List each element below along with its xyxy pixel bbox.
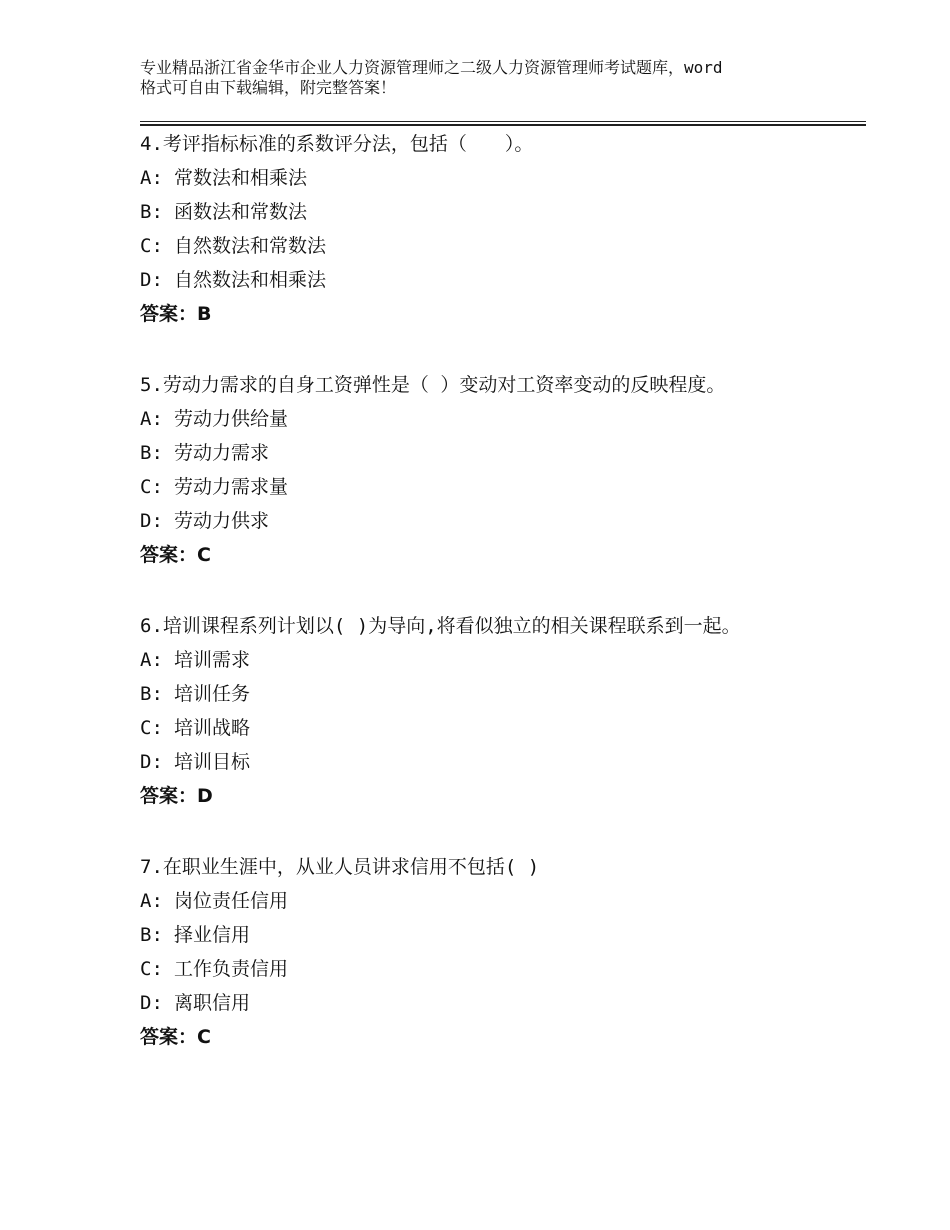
option-b (140, 195, 780, 229)
option-text: 劳动力需求量 (174, 476, 289, 498)
option-text: 培训任务 (174, 683, 251, 705)
option-text: 自然数法和相乘法 (174, 269, 327, 291)
answer-label: 答案：C (140, 544, 211, 566)
option-text: 离职信用 (174, 992, 251, 1014)
question-7 (140, 850, 780, 1054)
option-c (140, 470, 780, 504)
option-c (140, 229, 780, 263)
answer-label: 答案：D (140, 785, 213, 807)
option-text: 工作负责信用 (174, 958, 289, 980)
option-c (140, 711, 780, 745)
option-b (140, 677, 780, 711)
document-header (140, 58, 840, 98)
option-letter: A: (140, 408, 163, 430)
question-6 (140, 609, 780, 813)
option-d (140, 263, 780, 297)
question-list (140, 126, 780, 1054)
option-letter: B: (140, 924, 163, 946)
question-gap (140, 331, 780, 367)
option-letter: C: (140, 717, 163, 739)
option-text: 培训目标 (174, 751, 251, 773)
answer-label: 答案：B (140, 303, 212, 325)
option-letter: B: (140, 201, 163, 223)
option-letter: C: (140, 958, 163, 980)
header-line-2: 格式可自由下载编辑，附完整答案！ (140, 78, 397, 97)
question-stem: 5.劳动力需求的自身工资弹性是（ ）变动对工资率变动的反映程度。 (140, 374, 726, 396)
option-text: 劳动力需求 (174, 442, 270, 464)
option-c (140, 952, 780, 986)
option-a (140, 884, 780, 918)
option-text: 劳动力供给量 (174, 408, 289, 430)
option-b (140, 436, 780, 470)
option-letter: D: (140, 992, 163, 1014)
option-letter: B: (140, 442, 163, 464)
option-text: 劳动力供求 (174, 510, 270, 532)
option-a (140, 643, 780, 677)
option-letter: D: (140, 510, 163, 532)
option-letter: D: (140, 269, 163, 291)
option-text: 培训战略 (174, 717, 251, 739)
option-text: 岗位责任信用 (174, 890, 289, 912)
option-letter: C: (140, 476, 163, 498)
option-b (140, 918, 780, 952)
option-text: 择业信用 (174, 924, 251, 946)
answer-label: 答案：C (140, 1026, 211, 1048)
header-line-1: 专业精品浙江省金华市企业人力资源管理师之二级人力资源管理师考试题库，word (140, 58, 723, 77)
option-d (140, 745, 780, 779)
header-divider-thin (140, 121, 866, 122)
question-4 (140, 127, 780, 331)
option-letter: A: (140, 649, 163, 671)
question-5 (140, 368, 780, 572)
option-letter: C: (140, 235, 163, 257)
option-letter: D: (140, 751, 163, 773)
question-stem: 4.考评指标标准的系数评分法，包括（ ）。 (140, 133, 534, 155)
question-gap (140, 572, 780, 608)
question-stem: 6.培训课程系列计划以( )为导向,将看似独立的相关课程联系到一起。 (140, 615, 741, 637)
option-text: 自然数法和常数法 (174, 235, 327, 257)
option-text: 函数法和常数法 (174, 201, 308, 223)
option-text: 常数法和相乘法 (174, 167, 308, 189)
option-letter: A: (140, 167, 163, 189)
option-letter: B: (140, 683, 163, 705)
option-text: 培训需求 (174, 649, 251, 671)
question-gap (140, 813, 780, 849)
option-letter: A: (140, 890, 163, 912)
option-a (140, 402, 780, 436)
option-a (140, 161, 780, 195)
option-d (140, 504, 780, 538)
question-stem: 7.在职业生涯中，从业人员讲求信用不包括( ) (140, 856, 540, 878)
option-d (140, 986, 780, 1020)
